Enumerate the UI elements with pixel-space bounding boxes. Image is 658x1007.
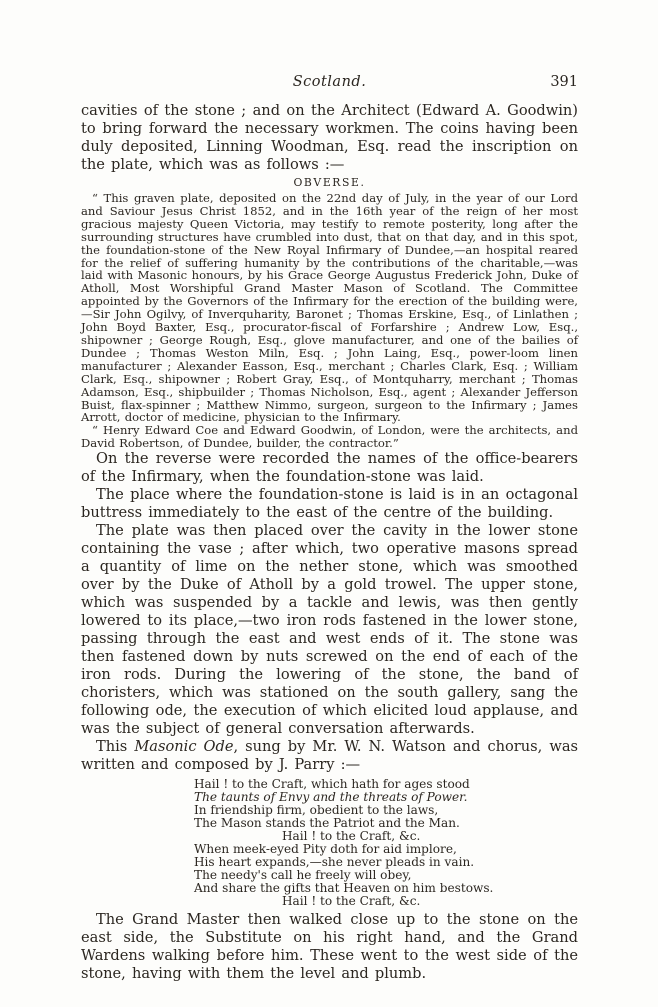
opening-paragraph: cavities of the stone ; and on the Architect (Edward A. Goodwin) to bring forward the necessary workmen. The coins having been duly deposited, Linning Woodman, Esq. read the inscription on the plate, which was as follows :—	[81, 102, 578, 173]
ode-line: The Mason stands the Patriot and the Man.	[194, 816, 460, 831]
ode-intro-text: , sung by Mr. W. N. Watson and chorus, was written and composed by J. Parry :—	[81, 738, 579, 774]
plate-placement-paragraph: The plate was then placed over the cavity in the lower stone containing the vase ; after which, two operative masons spread a quantity of lime on the nether stone, which was smoothed over by the Duke of Atholl by a gold trowel. The upper stone, which was suspended by a tackle and lewis, was then gently lowered to its place,—two iron rods fastened in the lower stone, passing through the east and west ends of it. The stone was then fastened down by nuts screwed on the end of each of the iron rods. During the lowering of the stone, the band of choristers, which was stationed on the south gallery, sang the following ode, the execution of which elicited loud applause, and was the subject of general conversation afterwards.	[81, 522, 578, 738]
ode-intro-paragraph	[81, 738, 578, 774]
running-title: Scotland.	[292, 74, 367, 90]
page-number: 391	[550, 74, 578, 90]
ode-intro-text: This	[96, 738, 135, 756]
ode-line: The taunts of Envy and the threats of Power.	[194, 790, 468, 805]
ode-line: And share the gifts that Heaven on him bestows.	[194, 881, 494, 896]
ode-line: Hail ! to the Craft, which hath for ages stood	[194, 777, 470, 792]
grand-master-paragraph: The Grand Master then walked close up to the stone on the east side, the Substitute on his right hand, and the Grand Wardens walking before him. These went to the west side of the stone, having with them the level and plumb.	[81, 911, 578, 983]
ode-refrain-line: Hail ! to the Craft, &c.	[282, 829, 421, 844]
inscription-obverse-paragraph: “ This graven plate, deposited on the 22nd day of July, in the year of our Lord and Saviour Jesus Christ 1852, and in the 16th year of the reign of her most gracious majesty Queen Victoria, may testify to remote posterity, long after the surrounding structures have crumbled into dust, that on that day, and in this spot, the foundation-stone of the New Royal Infirmary of Dundee,—an hospital reared for the relief of suffering humanity by the contributions of the charitable,—was laid with Masonic honours, by his Grace George Augustus Frederick John, Duke of Atholl, Most Worshipful Grand Master Mason of Scotland. The Committee appointed by the Governors of the Infirmary for the erection of the building were,—Sir John Ogilvy, of Inverquharity, Baronet ; Thomas Erskine, Esq., of Linlathen ; John Boyd Baxter, Esq., procurator-fiscal of Forfarshire ; Andrew Low, Esq., shipowner ; George Rough, Esq., glove manufacturer, and one of the bailies of Dundee ; Thomas Weston Miln, Esq. ; John Laing, Esq., power-loom linen manufacturer ; Alexander Easson, Esq., merchant ; Charles Clark, Esq. ; William Clark, Esq., shipowner ; Robert Gray, Esq., of Montquharry, merchant ; Thomas Adamson, Esq., shipbuilder ; Thomas Nicholson, Esq., agent ; Alexander Jefferson Buist, flax-spinner ; Matthew Nimmo, surgeon, surgeon to the Infirmary ; James Arrott, doctor of medicine, physician to the Infirmary.	[81, 191, 578, 425]
ode-line: The needy's call he freely will obey,	[194, 868, 412, 883]
masonic-ode	[81, 778, 578, 908]
foundation-stone-location-paragraph: The place where the foundation-stone is laid is in an octagonal buttress immediately to the east of the centre of the building.	[81, 486, 578, 522]
ode-line: When meek-eyed Pity doth for aid implore,	[194, 842, 457, 857]
obverse-heading: OBVERSE.	[293, 176, 366, 189]
inscription-architects-paragraph: “ Henry Edward Coe and Edward Goodwin, of London, were the architects, and David Robertson, of Dundee, builder, the contractor.”	[81, 423, 578, 451]
text-block	[81, 74, 578, 983]
ode-title: Masonic Ode	[134, 738, 234, 756]
reverse-paragraph: On the reverse were recorded the names of the office-bearers of the Infirmary, when the foundation-stone was laid.	[81, 450, 578, 486]
ode-refrain-line: Hail ! to the Craft, &c.	[282, 894, 421, 909]
ode-line: His heart expands,—she never pleads in vain.	[194, 855, 475, 870]
running-head	[81, 74, 578, 91]
ode-line: In friendship firm, obedient to the laws,	[194, 803, 439, 818]
